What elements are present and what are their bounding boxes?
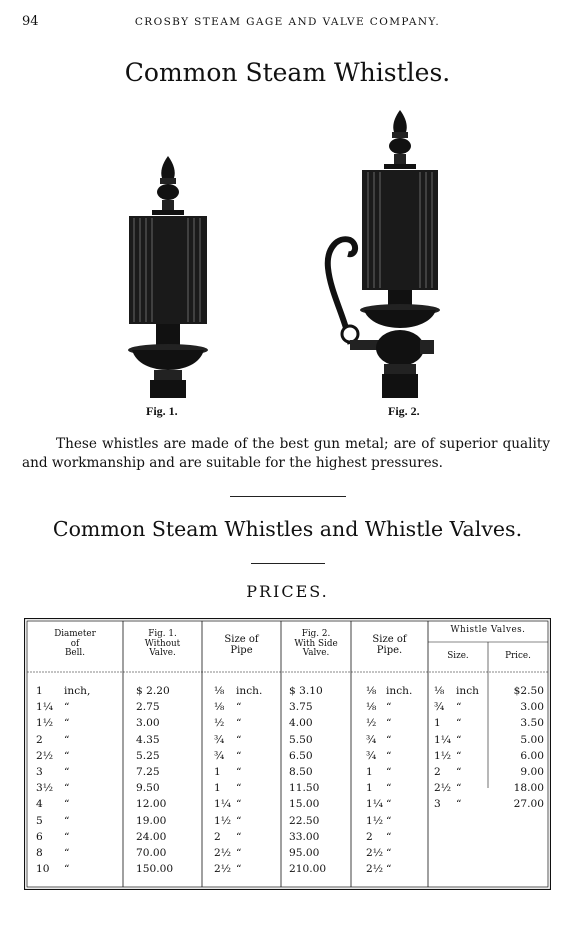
table-cell-diameter-unit: “ [64, 814, 70, 827]
table-cell-fig1: $ 2.20 [136, 685, 170, 697]
header-pipe-2: Size of Pipe. [372, 634, 407, 656]
table-cell-valve-size-unit: “ [456, 717, 462, 730]
table-cell-pipe2-unit: “ [386, 701, 392, 714]
table-cell-pipe1: 1½ [214, 814, 232, 827]
table-cell-valve-price: 5.00 [520, 733, 544, 746]
table-cell-pipe2-unit: inch. [386, 685, 413, 697]
table-cell-fig2: 33.00 [289, 830, 320, 843]
table-cell-valve-size-unit: “ [456, 733, 462, 746]
table-cell-valve-size-unit: “ [456, 701, 462, 714]
table-cell-pipe2-unit: “ [386, 798, 392, 811]
divider [230, 496, 346, 497]
table-cell-valve-size: 3 [434, 798, 441, 811]
table-cell-valve-price: $2.50 [513, 685, 544, 697]
table-cell-pipe1-unit: inch. [236, 685, 263, 697]
table-cell-valve-price: 9.00 [520, 766, 544, 778]
table-cell-pipe2: ⅛ [366, 701, 377, 714]
table-cell-fig1: 7.25 [136, 766, 160, 778]
table-cell-pipe1-unit: “ [236, 733, 242, 746]
table-cell-diameter-unit: “ [64, 766, 70, 778]
table-cell-pipe2-unit: “ [386, 749, 392, 762]
table-cell-pipe1: 2½ [214, 863, 232, 876]
table-cell-pipe2: ⅛ [366, 685, 377, 697]
table-cell-diameter: 1½ [36, 717, 54, 730]
table-cell-valve-size: 2½ [434, 782, 452, 795]
table-cell-pipe2-unit: “ [386, 766, 392, 778]
table-cell-diameter: 10 [36, 863, 50, 876]
header-whistle-valves: Whistle Valves. [450, 625, 526, 635]
table-cell-diameter: 1¼ [36, 701, 54, 714]
table-cell-pipe1: ¾ [214, 749, 225, 762]
table-cell-diameter: 5 [36, 814, 43, 827]
table-cell-valve-price: 6.00 [520, 749, 544, 762]
table-cell-pipe2: ¾ [366, 733, 377, 746]
table-cell-valve-size: 1¼ [434, 733, 452, 746]
table-cell-diameter-unit: “ [64, 863, 70, 876]
running-head: CROSBY STEAM GAGE AND VALVE COMPANY. [134, 16, 441, 28]
table-cell-diameter: 3½ [36, 782, 54, 795]
header-valve-price: Price. [505, 651, 531, 661]
table-cell-pipe2-unit: “ [386, 847, 392, 859]
table-cell-pipe2: 2 [366, 830, 373, 843]
table-cell-pipe1-unit: “ [236, 717, 242, 730]
table-cell-fig2: 3.75 [289, 701, 313, 714]
table-cell-diameter: 2 [36, 733, 43, 746]
table-cell-diameter-unit: inch, [64, 685, 91, 697]
table-cell-pipe2-unit: “ [386, 863, 392, 876]
table-cell-pipe2: 1½ [366, 814, 384, 827]
table-cell-fig2: 5.50 [289, 733, 313, 746]
table-cell-diameter: 6 [36, 830, 43, 843]
header-valve-size: Size. [447, 651, 469, 661]
table-cell-pipe1-unit: “ [236, 766, 242, 778]
price-table [24, 618, 551, 890]
table-cell-fig1: 150.00 [136, 863, 174, 876]
prices-heading: PRICES. [246, 582, 329, 601]
table-cell-diameter: 3 [36, 766, 43, 778]
table-cell-diameter: 8 [36, 847, 43, 859]
table-cell-diameter-unit: “ [64, 847, 70, 859]
table-cell-valve-size: ¾ [434, 701, 445, 714]
table-cell-fig2: 4.00 [289, 717, 313, 730]
table-cell-pipe1: ⅛ [214, 701, 225, 714]
table-cell-pipe1-unit: “ [236, 830, 242, 843]
table-cell-pipe1: ¾ [214, 733, 225, 746]
table-cell-pipe2: 1 [366, 766, 373, 778]
table-cell-valve-size: 2 [434, 766, 441, 778]
table-cell-valve-size: 1 [434, 717, 441, 730]
table-cell-diameter-unit: “ [64, 733, 70, 746]
table-cell-fig1: 12.00 [136, 798, 167, 811]
steam-whistle-plain-icon [118, 150, 218, 402]
page-title: Common Steam Whistles. [124, 58, 451, 87]
table-cell-valve-size: 1½ [434, 749, 452, 762]
table-cell-fig1: 2.75 [136, 701, 160, 714]
table-cell-pipe1-unit: “ [236, 749, 242, 762]
table-cell-pipe1: 1 [214, 766, 221, 778]
table-cell-fig2: $ 3.10 [289, 685, 323, 697]
header-fig1: Fig. 1. Without Valve. [144, 629, 181, 658]
table-cell-pipe2-unit: “ [386, 717, 392, 730]
table-cell-fig1: 5.25 [136, 749, 160, 762]
table-cell-pipe2: 2½ [366, 847, 384, 859]
table-cell-pipe1-unit: “ [236, 814, 242, 827]
header-pipe-1: Size of Pipe [224, 634, 259, 656]
table-cell-pipe1-unit: “ [236, 701, 242, 714]
table-cell-valve-size-unit: “ [456, 749, 462, 762]
table-cell-diameter: 1 [36, 685, 43, 697]
table-cell-diameter: 2½ [36, 749, 54, 762]
table-cell-pipe2: 1¼ [366, 798, 384, 811]
table-cell-fig2: 95.00 [289, 847, 320, 859]
section-title: Common Steam Whistles and Whistle Valves. [52, 517, 523, 541]
table-cell-valve-size-unit: “ [456, 798, 462, 811]
table-cell-diameter-unit: “ [64, 798, 70, 811]
divider [251, 563, 325, 564]
table-cell-valve-size-unit: “ [456, 782, 462, 795]
figure-caption: Fig. 2. [388, 404, 420, 418]
figure-caption: Fig. 1. [146, 404, 178, 418]
table-cell-valve-size: ⅛ [434, 685, 445, 697]
table-cell-fig2: 15.00 [289, 798, 320, 811]
table-cell-fig1: 9.50 [136, 782, 160, 795]
table-cell-valve-price: 18.00 [513, 782, 544, 795]
table-cell-pipe2-unit: “ [386, 814, 392, 827]
table-cell-pipe2-unit: “ [386, 733, 392, 746]
table-cell-fig1: 3.00 [136, 717, 160, 730]
table-cell-pipe1: 2½ [214, 847, 232, 859]
table-cell-fig1: 70.00 [136, 847, 167, 859]
table-cell-valve-size-unit: “ [456, 766, 462, 778]
table-cell-pipe2: ½ [366, 717, 377, 730]
table-cell-pipe1: 2 [214, 830, 221, 843]
table-cell-pipe1-unit: “ [236, 847, 242, 859]
table-cell-valve-size-unit: inch [456, 685, 479, 697]
table-cell-fig2: 11.50 [289, 782, 320, 795]
table-cell-fig2: 22.50 [289, 814, 320, 827]
table-cell-valve-price: 27.00 [513, 798, 544, 811]
table-cell-pipe1-unit: “ [236, 863, 242, 876]
table-cell-diameter-unit: “ [64, 749, 70, 762]
table-cell-diameter-unit: “ [64, 701, 70, 714]
table-cell-diameter-unit: “ [64, 717, 70, 730]
table-cell-fig2: 210.00 [289, 863, 327, 876]
description-paragraph: These whistles are made of the best gun metal; are of superior quality and workmanship and are suitable for the highest pressures. [22, 436, 550, 471]
table-cell-pipe2-unit: “ [386, 782, 392, 795]
page-number: 94 [22, 14, 39, 29]
table-cell-fig1: 24.00 [136, 830, 167, 843]
table-cell-valve-price: 3.00 [520, 701, 544, 714]
table-cell-pipe2: ¾ [366, 749, 377, 762]
table-cell-diameter-unit: “ [64, 830, 70, 843]
table-cell-pipe1: ½ [214, 717, 225, 730]
table-cell-pipe1: 1 [214, 782, 221, 795]
steam-whistle-side-valve-icon [310, 108, 450, 402]
table-cell-pipe1-unit: “ [236, 782, 242, 795]
table-cell-diameter: 4 [36, 798, 43, 811]
table-cell-pipe2: 2½ [366, 863, 384, 876]
table-cell-fig2: 8.50 [289, 766, 313, 778]
table-cell-pipe1-unit: “ [236, 798, 242, 811]
table-cell-diameter-unit: “ [64, 782, 70, 795]
table-cell-pipe2: 1 [366, 782, 373, 795]
table-cell-fig2: 6.50 [289, 749, 313, 762]
header-diameter: Diameter of Bell. [54, 629, 96, 658]
table-cell-fig1: 4.35 [136, 733, 160, 746]
table-cell-fig1: 19.00 [136, 814, 167, 827]
table-cell-pipe1: ⅛ [214, 685, 225, 697]
table-cell-pipe2-unit: “ [386, 830, 392, 843]
header-fig2: Fig. 2. With Side Valve. [294, 629, 338, 658]
table-cell-pipe1: 1¼ [214, 798, 232, 811]
table-cell-valve-price: 3.50 [520, 717, 544, 730]
